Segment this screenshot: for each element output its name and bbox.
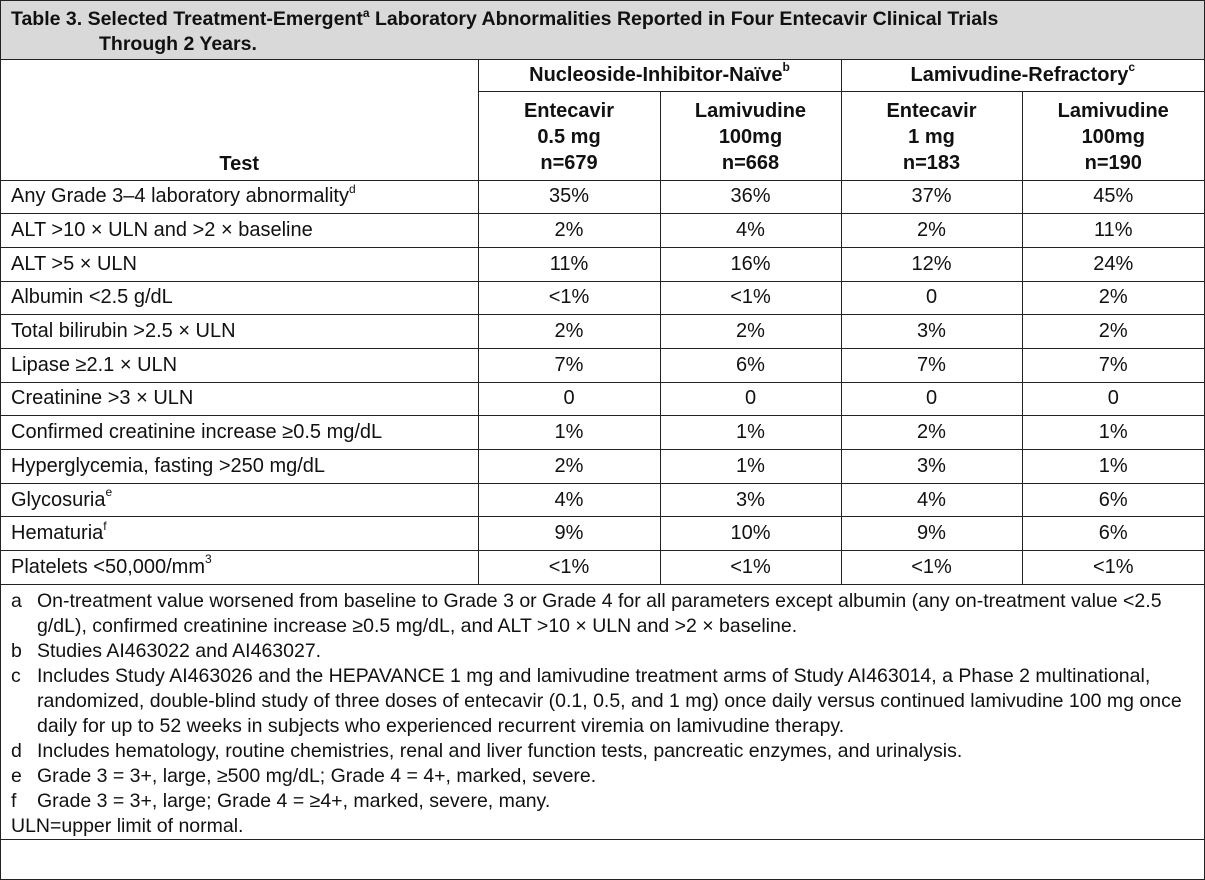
row-label-cell [1, 517, 478, 551]
value-cell: <1% [478, 281, 660, 315]
value-cell: 2% [660, 315, 841, 349]
value-cell: 4% [841, 483, 1022, 517]
value-cell: 1% [1022, 450, 1204, 484]
column-drug: Lamivudine [1057, 99, 1169, 122]
caption-line2: Through 2 Years. [99, 33, 257, 55]
value-cell: 3% [841, 315, 1022, 349]
row-label: Platelets <50,000/mm [11, 555, 205, 578]
group-header-refractory [841, 60, 1204, 91]
value-cell: 24% [1022, 247, 1204, 281]
row-label: Lipase ≥2.1 × ULN [11, 353, 178, 376]
table-row [1, 450, 1204, 484]
value-cell: 6% [1022, 517, 1204, 551]
value-cell: 36% [660, 180, 841, 214]
row-label-sup: d [348, 181, 356, 196]
group-header-naive-label: Nucleoside-Inhibitor-Naïve [529, 63, 783, 86]
value-cell: 1% [478, 416, 660, 450]
footnote-mark: b [11, 639, 22, 662]
footnote-text: Grade 3 = 3+, large, ≥500 mg/dL; Grade 4 = 4+, marked, severe. [37, 764, 597, 787]
group-header-refractory-sup: c [1128, 60, 1136, 75]
footnote [11, 589, 1194, 639]
value-cell: 0 [1022, 382, 1204, 416]
row-label: Hematuria [11, 522, 104, 545]
footnote [11, 664, 1194, 739]
table-row [1, 281, 1204, 315]
column-header [1022, 91, 1204, 180]
column-dose: 1 mg [908, 125, 955, 148]
footnote-text: Grade 3 = 3+, large; Grade 4 = ≥4+, marked, severe, many. [37, 789, 551, 812]
value-cell: <1% [841, 551, 1022, 585]
value-cell: 3% [660, 483, 841, 517]
data-table [1, 60, 1204, 840]
value-cell: 2% [841, 416, 1022, 450]
group-header-refractory-label: Lamivudine-Refractory [910, 63, 1129, 86]
row-label-cell [1, 180, 478, 214]
value-cell: 0 [841, 382, 1022, 416]
row-label: Any Grade 3–4 laboratory abnormality [11, 185, 349, 208]
value-cell: 0 [660, 382, 841, 416]
value-cell: 9% [841, 517, 1022, 551]
footnote-mark: d [11, 739, 22, 762]
value-cell: 1% [660, 450, 841, 484]
footnote-text: On-treatment value worsened from baseline to Grade 3 or Grade 4 for all parameters except albumin (any on-treatment value <2.5 g/dL), confirmed creatinine increase ≥0.5 mg/dL, and ALT >10 × ULN and >2 × baseline. [37, 589, 1162, 637]
column-dose: 100mg [718, 125, 783, 148]
table-row [1, 551, 1204, 585]
row-label: Albumin <2.5 g/dL [11, 286, 173, 309]
group-header-naive [478, 60, 841, 91]
footnote [11, 789, 1194, 814]
value-cell: 2% [478, 315, 660, 349]
table-row [1, 315, 1204, 349]
row-label: Glycosuria [11, 488, 106, 511]
value-cell: 3% [841, 450, 1022, 484]
row-label-cell [1, 416, 478, 450]
value-cell: 37% [841, 180, 1022, 214]
value-cell: 7% [1022, 348, 1204, 382]
table-body [1, 180, 1204, 584]
column-n: n=183 [902, 151, 961, 174]
value-cell: 16% [660, 247, 841, 281]
table-row [1, 416, 1204, 450]
value-cell: 11% [478, 247, 660, 281]
row-label-cell [1, 348, 478, 382]
footnote [11, 764, 1194, 789]
caption-line1-end: Laboratory Abnormalities Reported in Four Entecavir Clinical Trials [369, 8, 999, 30]
table-row [1, 483, 1204, 517]
column-n: n=190 [1084, 151, 1142, 174]
footnote-text: Includes hematology, routine chemistries, renal and liver function tests, pancreatic enzymes, and urinalysis. [37, 739, 963, 762]
row-label: ALT >10 × ULN and >2 × baseline [11, 219, 313, 242]
value-cell: <1% [660, 281, 841, 315]
value-cell: 7% [478, 348, 660, 382]
table-row [1, 180, 1204, 214]
value-cell: 1% [1022, 416, 1204, 450]
footnote-mark: a [11, 589, 22, 612]
value-cell: 11% [1022, 214, 1204, 248]
value-cell: 10% [660, 517, 841, 551]
caption-superscript: a [362, 5, 370, 20]
row-label-cell [1, 382, 478, 416]
table-caption [1, 1, 1204, 60]
column-drug: Lamivudine [694, 99, 807, 122]
value-cell: 9% [478, 517, 660, 551]
column-dose: 100mg [1081, 125, 1145, 148]
footnote-list [11, 589, 1194, 814]
value-cell: 2% [1022, 281, 1204, 315]
value-cell: 35% [478, 180, 660, 214]
row-label-cell [1, 281, 478, 315]
column-header [660, 91, 841, 180]
row-label: Total bilirubin >2.5 × ULN [11, 320, 236, 343]
footnote-mark: f [11, 789, 17, 812]
value-cell: <1% [1022, 551, 1204, 585]
group-header-naive-sup: b [782, 60, 790, 75]
table-row [1, 382, 1204, 416]
column-dose: 0.5 mg [537, 125, 601, 148]
row-label-cell [1, 315, 478, 349]
column-drug: Entecavir [523, 99, 615, 122]
column-drug: Entecavir [886, 99, 977, 122]
value-cell: 12% [841, 247, 1022, 281]
value-cell: 4% [660, 214, 841, 248]
value-cell: 45% [1022, 180, 1204, 214]
value-cell: 4% [478, 483, 660, 517]
abbreviation-note: ULN=upper limit of normal. [11, 814, 244, 837]
row-label-sup: e [105, 484, 113, 499]
value-cell: 2% [478, 450, 660, 484]
row-label-sup: f [103, 518, 107, 533]
value-cell: 2% [478, 214, 660, 248]
row-label-cell [1, 551, 478, 585]
row-label: Creatinine >3 × ULN [11, 387, 194, 410]
table-row [1, 247, 1204, 281]
table-row [1, 517, 1204, 551]
column-header [478, 91, 660, 180]
row-label-cell [1, 247, 478, 281]
row-label-cell [1, 214, 478, 248]
caption-line1-start: Table 3. Selected Treatment-Emergent [11, 8, 363, 30]
value-cell: 7% [841, 348, 1022, 382]
row-label-cell [1, 483, 478, 517]
value-cell: 1% [660, 416, 841, 450]
value-cell: 2% [841, 214, 1022, 248]
value-cell: 2% [1022, 315, 1204, 349]
table-row [1, 214, 1204, 248]
value-cell: <1% [478, 551, 660, 585]
test-column-header: Test [1, 60, 478, 180]
footnotes [1, 584, 1204, 839]
row-label: Confirmed creatinine increase ≥0.5 mg/dL [11, 421, 383, 444]
footnote [11, 639, 1194, 664]
footnote-text: Includes Study AI463026 and the HEPAVANCE 1 mg and lamivudine treatment arms of Study AI463014, a Phase 2 multinational, randomized, double-blind study of three doses of entecavir (0.1, 0.5, and 1 mg) once daily versus continued lamivudine 100 mg once daily for up to 52 weeks in subjects who experienced recurrent viremia on lamivudine therapy. [37, 664, 1182, 737]
value-cell: 6% [1022, 483, 1204, 517]
row-label-cell [1, 450, 478, 484]
footnote [11, 739, 1194, 764]
footnote-text: Studies AI463022 and AI463027. [37, 639, 322, 662]
footnote-mark: c [11, 664, 21, 687]
value-cell: 0 [841, 281, 1022, 315]
row-label: ALT >5 × ULN [11, 252, 137, 275]
column-header [841, 91, 1022, 180]
footnote-mark: e [11, 764, 22, 787]
value-cell: 6% [660, 348, 841, 382]
row-label-sup: 3 [205, 552, 212, 567]
column-n: n=668 [721, 151, 780, 174]
column-n: n=679 [540, 151, 598, 174]
row-label: Hyperglycemia, fasting >250 mg/dL [11, 454, 326, 477]
value-cell: <1% [660, 551, 841, 585]
value-cell: 0 [478, 382, 660, 416]
table-row [1, 348, 1204, 382]
